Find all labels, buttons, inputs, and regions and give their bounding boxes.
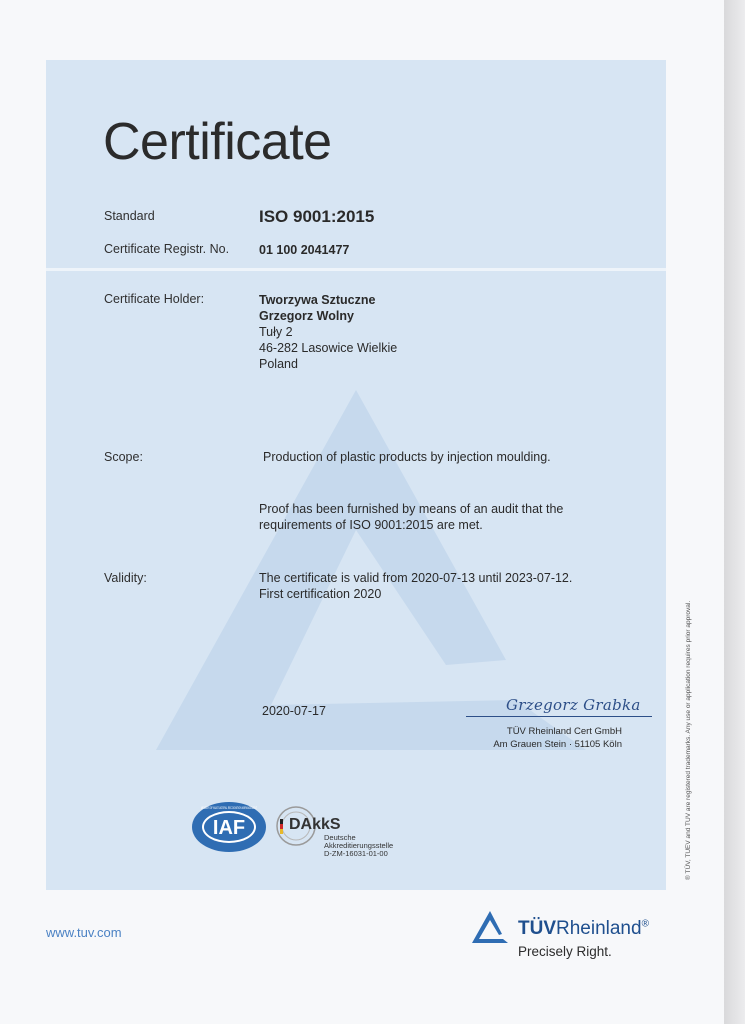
signature: Grzegorz Grabka [506, 696, 641, 714]
registr-value: 01 100 2041477 [259, 243, 350, 257]
audit-proof-text [259, 501, 563, 533]
scope-value: Production of plastic products by injection moulding. [263, 450, 551, 464]
standard-label: Standard [104, 209, 155, 223]
tuv-triangle-logo [470, 909, 510, 945]
panel-divider [46, 268, 666, 271]
issuer-name: TÜV Rheinland Cert GmbH [506, 726, 622, 737]
holder-country: Poland [259, 357, 298, 371]
signature-line [466, 716, 652, 717]
brand-registered: ® [641, 918, 649, 930]
holder-street: Tuły 2 [259, 325, 293, 339]
scope-label: Scope: [104, 450, 143, 464]
iaf-logo [190, 800, 268, 854]
page-edge [724, 0, 745, 1024]
brand-prefix: TÜV [518, 918, 556, 939]
proof-line-1: Proof has been furnished by means of an audit that the [259, 502, 564, 516]
validity-text [259, 570, 572, 602]
dakks-line-3: D-ZM-16031-01-00 [324, 849, 388, 858]
certificate-panel [46, 60, 666, 890]
issuer-address: Am Grauen Stein · 51105 Köln [493, 739, 622, 750]
tuv-rheinland-wordmark [518, 918, 649, 940]
iaf-label: IAF [212, 817, 246, 839]
iaf-ring-text: MEMBER OF MULTILATERAL RECOGNITION ARRANGEMENT [201, 805, 258, 810]
brand-suffix: Rheinland [556, 918, 642, 939]
website-link[interactable]: www.tuv.com [46, 925, 122, 940]
dakks-line-1: Deutsche [324, 833, 356, 842]
proof-line-2: requirements of ISO 9001:2015 are met. [259, 518, 483, 532]
validity-line-1: The certificate is valid from 2020-07-13 until 2023-07-12. [259, 571, 573, 585]
holder-city: 46-282 Lasowice Wielkie [259, 341, 398, 355]
holder-address [259, 292, 397, 372]
validity-label: Validity: [104, 571, 147, 585]
tagline: Precisely Right. [518, 944, 612, 959]
holder-name-line2: Grzegorz Wolny [259, 309, 354, 323]
standard-value: ISO 9001:2015 [259, 207, 375, 226]
issue-date: 2020-07-17 [262, 704, 326, 718]
dakks-line-2: Akkreditierungsstelle [324, 841, 394, 850]
holder-label: Certificate Holder: [104, 292, 205, 306]
trademark-note: ® TÜV, TUEV and TUV are registered trademarks. Any use or application requires prior approval. [685, 600, 692, 880]
tuv-triangle-watermark [46, 60, 666, 890]
holder-name-line1: Tworzywa Sztuczne [259, 293, 376, 307]
registr-label: Certificate Registr. No. [104, 242, 230, 256]
validity-line-2: First certification 2020 [259, 587, 382, 601]
dakks-text [324, 834, 393, 858]
dakks-label: DAkkS [289, 816, 341, 833]
certificate-title: Certificate [103, 113, 332, 171]
